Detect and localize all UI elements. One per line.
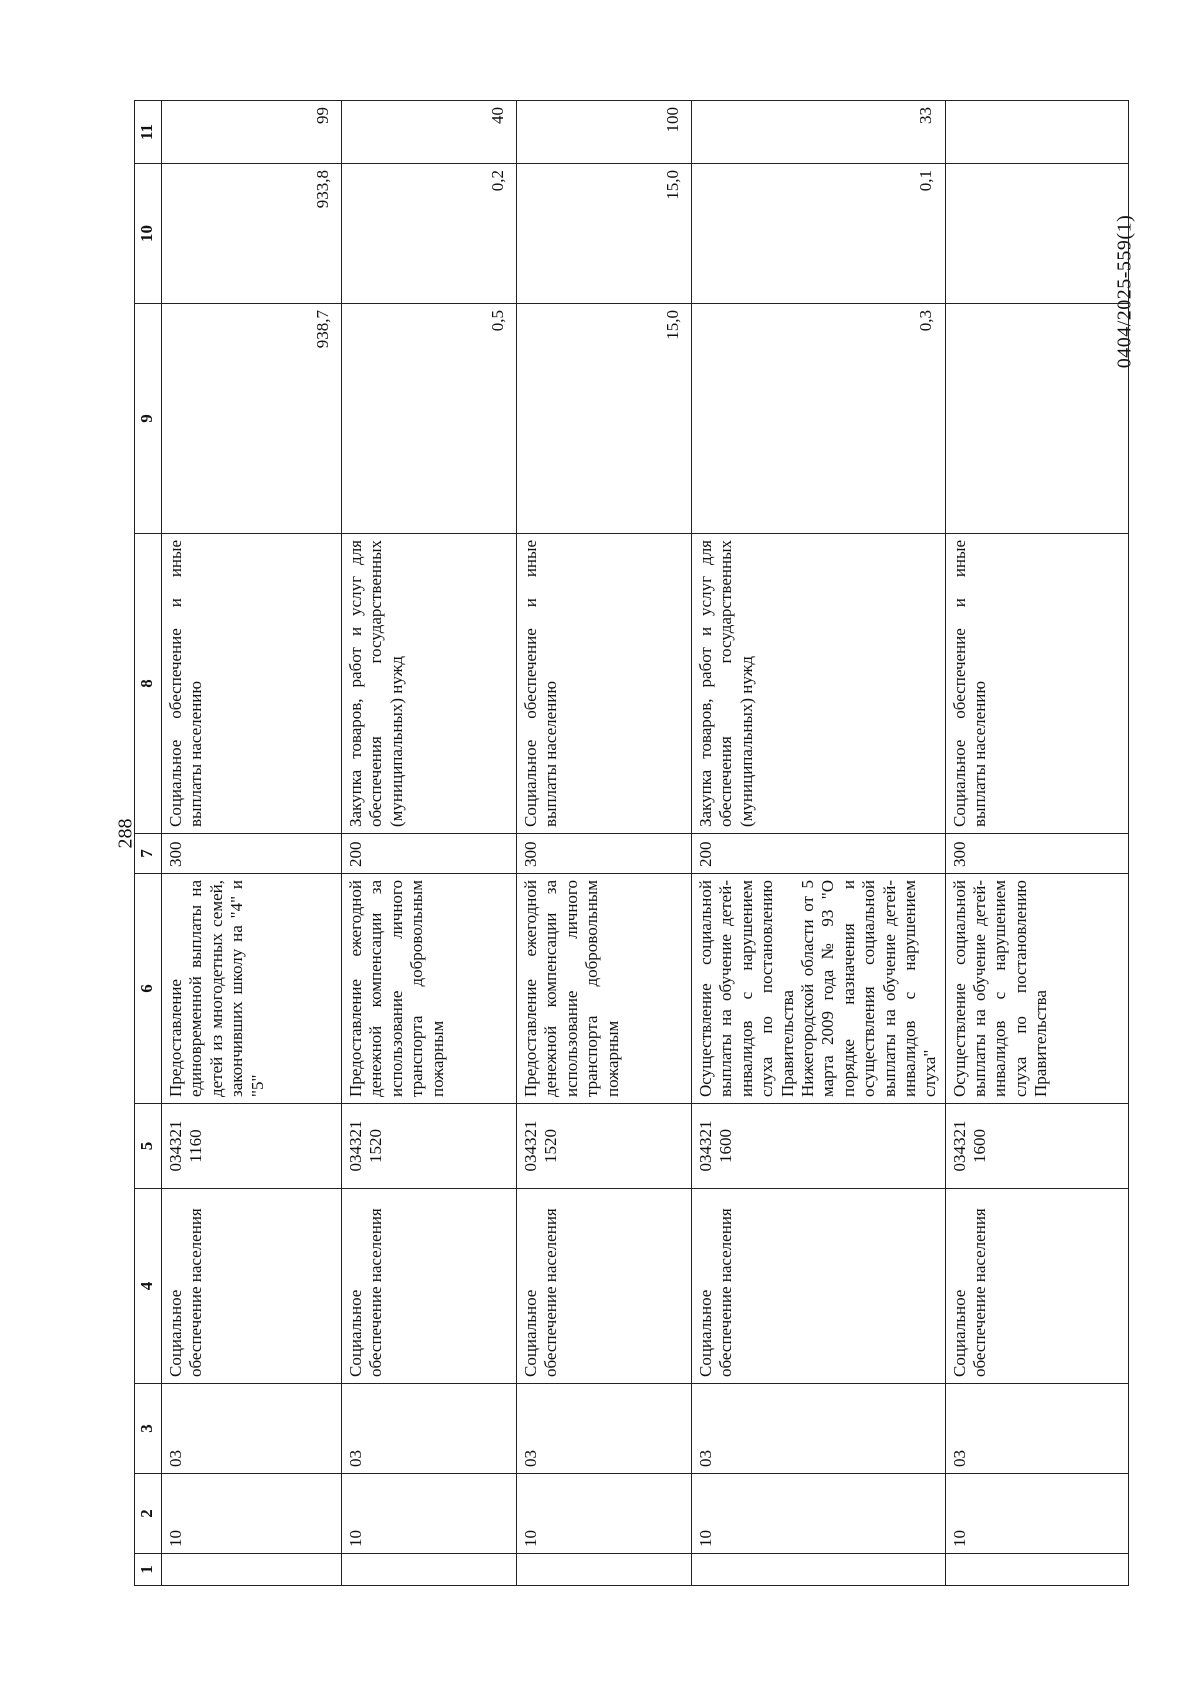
cell-col-11: 40: [342, 101, 517, 164]
cell-col-5: 034321 1520: [517, 1104, 692, 1189]
cell-col-11: 100: [517, 101, 692, 164]
column-header-11: 11: [135, 101, 162, 164]
page-number: 288: [114, 818, 137, 849]
column-header-8: 8: [135, 534, 162, 834]
cell-col-2: 10: [342, 1474, 517, 1554]
cell-col-5: 034321 1600: [692, 1104, 946, 1189]
column-header-3: 3: [135, 1384, 162, 1474]
cell-col-8: Социальное обеспечение и иные выплаты населению: [945, 534, 1128, 834]
cell-col-5: 034321 1600: [945, 1104, 1128, 1189]
table-row: [692, 101, 946, 1586]
cell-col-3: 03: [692, 1384, 946, 1474]
table-row: [945, 101, 1128, 1586]
cell-col-10: 15,0: [517, 164, 692, 304]
table-row: [342, 101, 517, 1586]
cell-col-10: [945, 164, 1128, 304]
cell-col-3: 03: [342, 1384, 517, 1474]
cell-col-6: Предоставление ежегодной денежной компенсации за использование личного транспорта добровольным пожарным: [517, 874, 692, 1104]
cell-col-9: 15,0: [517, 304, 692, 534]
cell-col-4: Социальное обеспечение населения: [692, 1189, 946, 1384]
cell-col-6: Предоставление ежегодной денежной компенсации за использование личного транспорта добровольным пожарным: [342, 874, 517, 1104]
cell-col-7: 300: [945, 834, 1128, 874]
cell-col-2: 10: [945, 1474, 1128, 1554]
cell-col-9: 0,5: [342, 304, 517, 534]
report-table-container: [134, 101, 1082, 1586]
cell-col-11: [945, 101, 1128, 164]
cell-col-10: 0,2: [342, 164, 517, 304]
cell-col-5: 034321 1520: [342, 1104, 517, 1189]
cell-col-3: 03: [945, 1384, 1128, 1474]
cell-col-4: Социальное обеспечение населения: [342, 1189, 517, 1384]
cell-col-8: Закупка товаров, работ и услуг для обеспечения государственных (муниципальных) нужд: [692, 534, 946, 834]
document-code: 0404/2025-559(1): [1113, 214, 1136, 369]
cell-col-4: Социальное обеспечение населения: [517, 1189, 692, 1384]
cell-col-11: 33: [692, 101, 946, 164]
column-header-9: 9: [135, 304, 162, 534]
cell-col-8: Социальное обеспечение и иные выплаты населению: [517, 534, 692, 834]
cell-col-2: 10: [162, 1474, 342, 1554]
cell-col-5: 034321 1160: [162, 1104, 342, 1189]
cell-col-6: Осуществление социальной выплаты на обучение детей-инвалидов с нарушением слуха по постановлению Правительства Нижегородской области от 5 марта 2009 года № 93 "О порядке назначения и осуществления социальной выплаты на обучение детей-инвалидов с нарушением слуха": [692, 874, 946, 1104]
cell-col-1: [517, 1554, 692, 1586]
column-header-10: 10: [135, 164, 162, 304]
cell-col-9: 0,3: [692, 304, 946, 534]
column-header-5: 5: [135, 1104, 162, 1189]
cell-col-2: 10: [517, 1474, 692, 1554]
cell-col-4: Социальное обеспечение населения: [162, 1189, 342, 1384]
cell-col-3: 03: [162, 1384, 342, 1474]
cell-col-1: [945, 1554, 1128, 1586]
column-header-6: 6: [135, 874, 162, 1104]
cell-col-10: 933,8: [162, 164, 342, 304]
report-table: [134, 100, 1129, 1586]
column-header-2: 2: [135, 1474, 162, 1554]
cell-col-7: 200: [692, 834, 946, 874]
cell-col-6: Осуществление социальной выплаты на обучение детей-инвалидов с нарушением слуха по постановлению Правительства: [945, 874, 1128, 1104]
cell-col-1: [162, 1554, 342, 1586]
table-row: [517, 101, 692, 1586]
cell-col-6: Предоставление единовременной выплаты на детей из многодетных семей, закончивших школу на "4" и "5": [162, 874, 342, 1104]
cell-col-8: Социальное обеспечение и иные выплаты населению: [162, 534, 342, 834]
cell-col-7: 200: [342, 834, 517, 874]
column-header-4: 4: [135, 1189, 162, 1384]
cell-col-1: [342, 1554, 517, 1586]
table-header-row: [135, 101, 162, 1586]
cell-col-4: Социальное обеспечение населения: [945, 1189, 1128, 1384]
cell-col-2: 10: [692, 1474, 946, 1554]
cell-col-8: Закупка товаров, работ и услуг для обеспечения государственных (муниципальных) нужд: [342, 534, 517, 834]
cell-col-10: 0,1: [692, 164, 946, 304]
cell-col-7: 300: [517, 834, 692, 874]
cell-col-9: 938,7: [162, 304, 342, 534]
column-header-1: 1: [135, 1554, 162, 1586]
table-row: [162, 101, 342, 1586]
cell-col-11: 99: [162, 101, 342, 164]
cell-col-1: [692, 1554, 946, 1586]
cell-col-3: 03: [517, 1384, 692, 1474]
cell-col-7: 300: [162, 834, 342, 874]
column-header-7: 7: [135, 834, 162, 874]
cell-col-9: [945, 304, 1128, 534]
